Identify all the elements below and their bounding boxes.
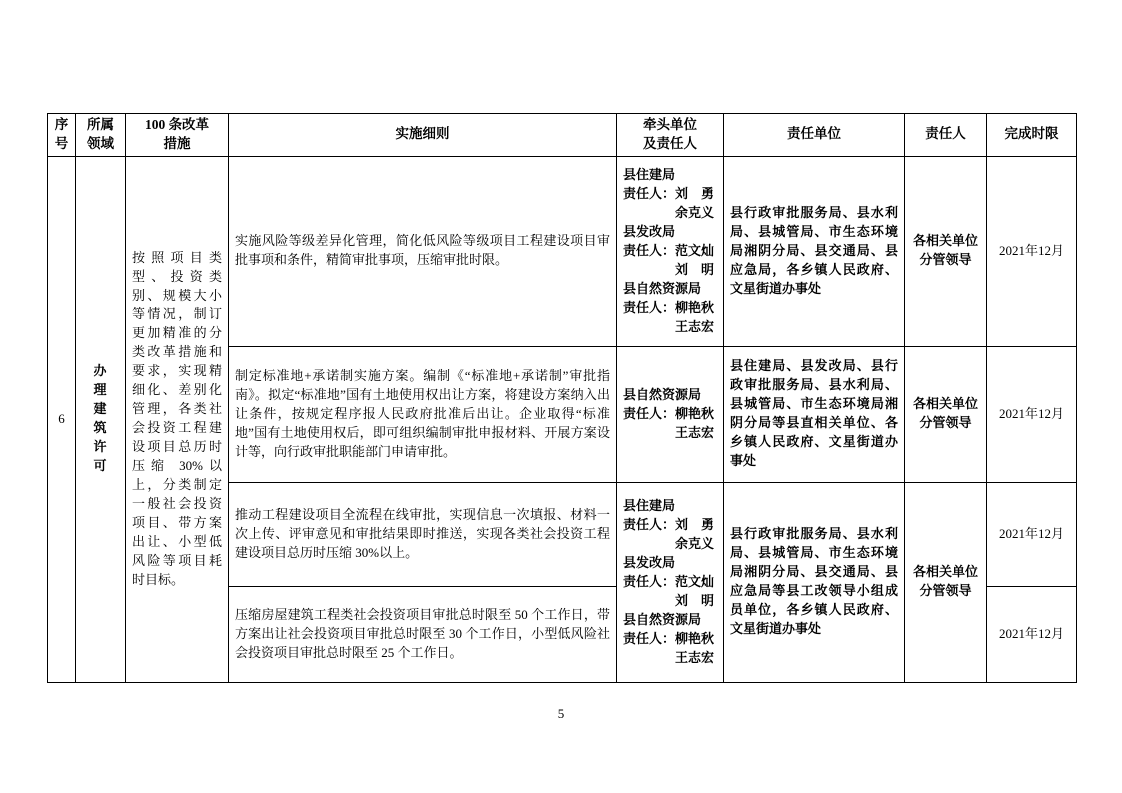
table-header-row bbox=[48, 114, 1077, 157]
header-serial-number: 序 号 bbox=[48, 114, 76, 157]
cell-responsible-unit-3: 县行政审批服务局、县水利局、县城管局、市生态环境局湘阴分局、县交通局、县应急局等县工改领导小组成员单位，各乡镇人民政府、文星街道办事处 bbox=[724, 482, 905, 682]
cell-lead-unit-1: 县住建局 责任人：刘 勇 余克义 县发改局 责任人：范文灿 刘 明 县自然资源局 责任人：柳艳秋 王志宏 bbox=[617, 156, 724, 346]
cell-details-3: 推动工程建设项目全流程在线审批，实现信息一次填报、材料一次上传、评审意见和审批结果即时推送，实现各类社会投资工程建设项目总历时压缩 30%以上。 bbox=[229, 482, 617, 586]
cell-field: 办 理 建 筑 许 可 bbox=[76, 156, 126, 682]
cell-deadline-3: 2021年12月 bbox=[987, 482, 1077, 586]
header-details: 实施细则 bbox=[229, 114, 617, 157]
cell-responsible-person-2: 各相关单位 分管领导 bbox=[905, 346, 987, 482]
cell-responsible-unit-1: 县行政审批服务局、县水利局、县城管局、市生态环境局湘阴分局、县交通局、县应急局，各乡镇人民政府、文星街道办事处 bbox=[724, 156, 905, 346]
header-responsible-unit: 责任单位 bbox=[724, 114, 905, 157]
header-lead-unit: 牵头单位 及责任人 bbox=[617, 114, 724, 157]
cell-responsible-unit-2: 县住建局、县发改局、县行政审批服务局、县水利局、县城管局、市生态环境局湘阴分局等县直相关单位、各乡镇人民政府、文星街道办事处 bbox=[724, 346, 905, 482]
cell-details-1: 实施风险等级差异化管理，简化低风险等级项目工程建设项目审批事项和条件，精简审批事项，压缩审批时限。 bbox=[229, 156, 617, 346]
page-number: 5 bbox=[557, 706, 565, 721]
cell-details-2: 制定标准地+承诺制实施方案。编制《“标准地+承诺制”审批指南》。拟定“标准地”国有土地使用权出让方案，将建设方案纳入出让条件，按规定程序报人民政府批准后出让。企业取得“标准地”国有土地使用权后，即可组织编制审批申报材料、开展方案设计等，向行政审批职能部门申请审批。 bbox=[229, 346, 617, 482]
header-responsible-person: 责任人 bbox=[905, 114, 987, 157]
cell-responsible-person-1: 各相关单位 分管领导 bbox=[905, 156, 987, 346]
cell-measures: 按照项目类型、投资类别、规模大小等情况，制订更加精准的分类改革措施和要求，实现精细化、差别化管理，各类社会投资工程建设项目总历时压缩 30%以上，分类制定一般社会投资项目、带方案出让、小型低风险等项目耗时目标。 bbox=[126, 156, 229, 682]
cell-deadline-4: 2021年12月 bbox=[987, 586, 1077, 682]
cell-lead-unit-2: 县自然资源局 责任人：柳艳秋 王志宏 bbox=[617, 346, 724, 482]
header-deadline: 完成时限 bbox=[987, 114, 1077, 157]
cell-details-4: 压缩房屋建筑工程类社会投资项目审批总时限至 50 个工作日，带方案出让社会投资项目审批总时限至 30 个工作日，小型低风险社会投资项目审批总时限至 25 个工作日。 bbox=[229, 586, 617, 682]
cell-lead-unit-3: 县住建局 责任人：刘 勇 余克义 县发改局 责任人：范文灿 刘 明 县自然资源局 责任人：柳艳秋 王志宏 bbox=[617, 482, 724, 682]
cell-serial-number: 6 bbox=[48, 156, 76, 682]
table-row-1 bbox=[48, 156, 1077, 346]
cell-responsible-person-3: 各相关单位 分管领导 bbox=[905, 482, 987, 682]
reform-measures-table bbox=[47, 113, 1077, 683]
header-measures: 100 条改革 措施 bbox=[126, 114, 229, 157]
cell-deadline-1: 2021年12月 bbox=[987, 156, 1077, 346]
cell-deadline-2: 2021年12月 bbox=[987, 346, 1077, 482]
header-field: 所属 领域 bbox=[76, 114, 126, 157]
